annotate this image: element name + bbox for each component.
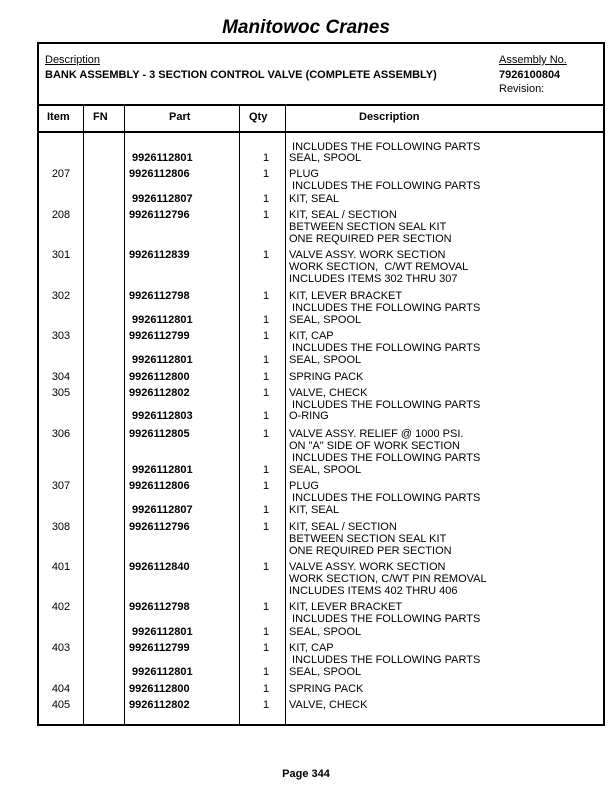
item-number: 301 (51, 249, 71, 261)
revision-label: Revision: (499, 83, 545, 95)
part-number: 9926112801 (132, 626, 193, 638)
part-description: PLUG INCLUDES THE FOLLOWING PARTS (289, 168, 481, 192)
part-description: KIT, SEAL / SECTION BETWEEN SECTION SEAL KIT ONE REQUIRED PER SECTION (289, 209, 452, 245)
quantity: 1 (262, 428, 270, 440)
quantity: 1 (262, 314, 270, 326)
quantity: 1 (262, 354, 270, 366)
item-number: 304 (51, 371, 71, 383)
part-description: SPRING PACK (289, 371, 364, 383)
quantity: 1 (262, 464, 270, 476)
part-description: KIT, CAP INCLUDES THE FOLLOWING PARTS (289, 330, 481, 354)
quantity: 1 (262, 642, 270, 654)
part-description: KIT, SEAL / SECTION BETWEEN SECTION SEAL KIT ONE REQUIRED PER SECTION (289, 521, 452, 557)
column-item: Item (47, 111, 70, 123)
part-number: 9926112801 (132, 152, 193, 164)
item-number: 401 (51, 561, 71, 573)
quantity: 1 (262, 371, 270, 383)
assembly-number: 7926100804 (499, 69, 561, 81)
part-description: SEAL, SPOOL (289, 666, 362, 678)
part-number: 9926112799 (129, 330, 190, 342)
part-number: 9926112802 (129, 387, 190, 399)
item-number: 208 (51, 209, 71, 221)
part-number: 9926112801 (132, 464, 193, 476)
parts-table (37, 42, 605, 726)
part-description: SEAL, SPOOL (289, 354, 362, 366)
part-number: 9926112801 (132, 666, 193, 678)
quantity: 1 (262, 480, 270, 492)
part-number: 9926112799 (129, 642, 190, 654)
part-description: PLUG INCLUDES THE FOLLOWING PARTS (289, 480, 481, 504)
part-description: SEAL, SPOOL (289, 314, 362, 326)
part-description: O-RING (289, 410, 329, 422)
part-number: 9926112798 (129, 290, 190, 302)
part-number: 9926112802 (129, 699, 190, 711)
quantity: 1 (262, 561, 270, 573)
item-number: 207 (51, 168, 71, 180)
quantity: 1 (262, 699, 270, 711)
page-title: Manitowoc Cranes (222, 17, 390, 38)
column-qty: Qty (249, 111, 268, 123)
part-number: 9926112807 (132, 504, 193, 516)
part-description: KIT, SEAL (289, 193, 340, 205)
part-number: 9926112840 (129, 561, 190, 573)
quantity: 1 (262, 601, 270, 613)
quantity: 1 (262, 209, 270, 221)
part-number: 9926112807 (132, 193, 193, 205)
part-description: SEAL, SPOOL (289, 152, 362, 164)
part-number: 9926112806 (129, 168, 190, 180)
part-description: VALVE ASSY. WORK SECTION WORK SECTION, C/WT REMOVAL INCLUDES ITEMS 302 THRU 307 (289, 249, 469, 285)
assembly-description: BANK ASSEMBLY - 3 SECTION CONTROL VALVE (COMPLETE ASSEMBLY) (45, 69, 437, 81)
part-description: SPRING PACK (289, 683, 364, 695)
description-label: Description (45, 54, 101, 66)
assembly-number-label: Assembly No. (499, 54, 567, 66)
page-number: Page 344 (282, 768, 330, 780)
item-number: 307 (51, 480, 71, 492)
quantity: 1 (262, 666, 270, 678)
item-number: 302 (51, 290, 71, 302)
quantity: 1 (262, 683, 270, 695)
quantity: 1 (262, 249, 270, 261)
part-description: KIT, CAP INCLUDES THE FOLLOWING PARTS (289, 642, 481, 666)
column-fn: FN (93, 111, 108, 123)
part-description: VALVE ASSY. RELIEF @ 1000 PSI. ON "A" SIDE OF WORK SECTION INCLUDES THE FOLLOWING PARTS (289, 428, 481, 464)
part-description: KIT, LEVER BRACKET INCLUDES THE FOLLOWING PARTS (289, 290, 481, 314)
item-number: 405 (51, 699, 71, 711)
part-number: 9926112800 (129, 683, 190, 695)
part-number: 9926112798 (129, 601, 190, 613)
quantity: 1 (262, 168, 270, 180)
quantity: 1 (262, 193, 270, 205)
item-number: 308 (51, 521, 71, 533)
part-number: 9926112805 (129, 428, 190, 440)
quantity: 1 (262, 521, 270, 533)
part-number: 9926112806 (129, 480, 190, 492)
item-number: 404 (51, 683, 71, 695)
part-description: SEAL, SPOOL (289, 464, 362, 476)
quantity: 1 (262, 504, 270, 516)
quantity: 1 (262, 290, 270, 302)
item-number: 306 (51, 428, 71, 440)
column-part: Part (169, 111, 191, 123)
item-number: 305 (51, 387, 71, 399)
part-number: 9926112800 (129, 371, 190, 383)
part-number: 9926112796 (129, 209, 190, 221)
table-body (39, 44, 603, 724)
quantity: 1 (262, 626, 270, 638)
quantity: 1 (262, 330, 270, 342)
column-description: Description (359, 111, 420, 123)
part-description: VALVE, CHECK INCLUDES THE FOLLOWING PARTS (289, 387, 481, 411)
part-number: 9926112801 (132, 314, 193, 326)
part-number: 9926112796 (129, 521, 190, 533)
part-description: INCLUDES THE FOLLOWING PARTS (289, 141, 481, 153)
part-number: 9926112801 (132, 354, 193, 366)
part-description: SEAL, SPOOL (289, 626, 362, 638)
quantity: 1 (262, 152, 270, 164)
part-number: 9926112839 (129, 249, 190, 261)
part-description: KIT, LEVER BRACKET INCLUDES THE FOLLOWING PARTS (289, 601, 481, 625)
part-number: 9926112803 (132, 410, 193, 422)
quantity: 1 (262, 410, 270, 422)
part-description: VALVE ASSY. WORK SECTION WORK SECTION, C/WT PIN REMOVAL INCLUDES ITEMS 402 THRU 406 (289, 561, 487, 597)
item-number: 303 (51, 330, 71, 342)
item-number: 403 (51, 642, 71, 654)
item-number: 402 (51, 601, 71, 613)
part-description: KIT, SEAL (289, 504, 340, 516)
quantity: 1 (262, 387, 270, 399)
part-description: VALVE, CHECK (289, 699, 368, 711)
